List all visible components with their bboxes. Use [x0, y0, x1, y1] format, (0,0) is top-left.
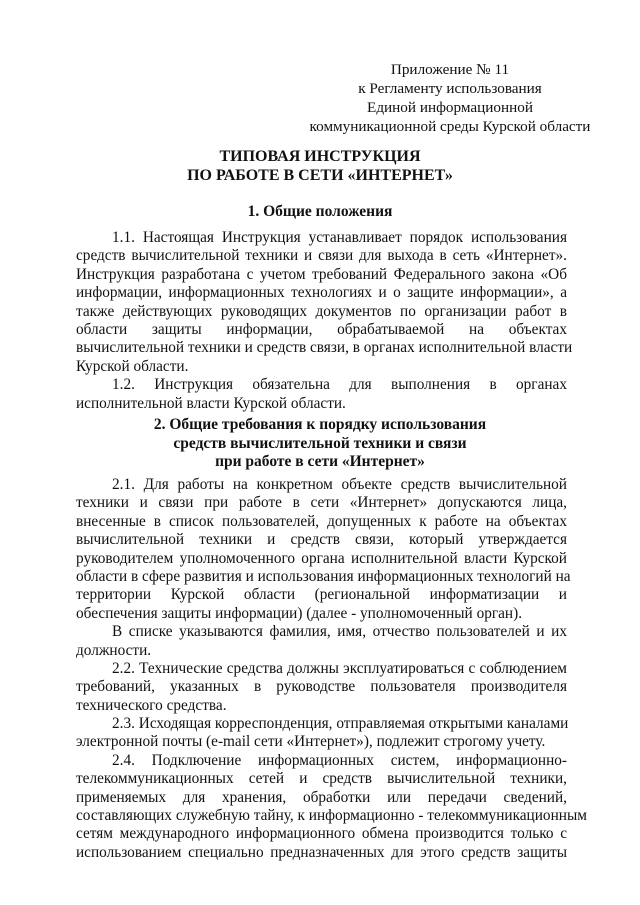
paragraph-line: внесенные в список пользователей, допущенных к работе на объектах — [76, 512, 567, 530]
paragraph-line: Инструкция разработана с учетом требований Федерального закона «Об — [76, 265, 567, 283]
paragraph-line: 1.1. Настоящая Инструкция устанавливает порядок использования — [112, 229, 567, 246]
title-line: ТИПОВАЯ ИНСТРУКЦИЯ — [219, 148, 421, 165]
paragraph-line: технического средства. — [76, 696, 227, 714]
paragraph-line: должности. — [76, 641, 152, 659]
appendix-line: Единой информационной — [367, 99, 533, 116]
paragraph-line: исполнительной власти Курской области. — [76, 394, 346, 412]
section-heading-line: средств вычислительной техники и связи — [173, 434, 467, 452]
paragraph-line: вычислительной техники и средств связи, который утверждается — [76, 531, 567, 549]
paragraph-line: вычислительной техники и средств связи, в органах исполнительной власти — [76, 339, 573, 357]
appendix-line: к Регламенту использования — [358, 80, 542, 97]
paragraph-line: В списке указываются фамилия, имя, отчество пользователей и их — [112, 623, 567, 641]
appendix-line: коммуникационной среды Курской области — [309, 118, 591, 135]
section-heading-line: 1. Общие положения — [247, 203, 393, 220]
section-1-body — [76, 229, 573, 413]
document-title — [0, 147, 640, 185]
paragraph-line: использованием специально предназначенных для этого средств защиты — [76, 843, 567, 861]
paragraph-line: Курской области. — [76, 357, 189, 375]
paragraph-line: применяемых для хранения, обработки или передачи сведений, — [76, 788, 567, 806]
paragraph-line: средств вычислительной техники и связи для выхода в сеть «Интернет». — [76, 247, 567, 265]
paragraph-line: 2.1. Для работы на конкретном объекте средств вычислительной — [112, 476, 567, 493]
section-heading-line: при работе в сети «Интернет» — [215, 453, 425, 470]
paragraph-line: 2.2. Технические средства должны эксплуатироваться с соблюдением — [112, 659, 567, 677]
paragraph-line: 1.2. Инструкция обязательна для выполнения в органах — [112, 376, 567, 394]
paragraph-line: области защиты информации, обрабатываемой на объектах — [76, 320, 567, 338]
paragraph-line: 2.3. Исходящая корреспонденция, отправляемая открытыми каналами — [112, 715, 569, 733]
section-2-heading — [0, 416, 640, 472]
paragraph-line: обеспечения защиты информации) (далее - уполномоченный орган). — [76, 604, 523, 622]
paragraph-line: техники и связи при работе в сети «Интернет» допускаются лица, — [76, 494, 567, 512]
paragraph-line: сетям международного информационного обмена производится только с — [76, 825, 567, 843]
paragraph-line: руководителем уполномоченного органа исполнительной власти Курской — [76, 549, 567, 567]
paragraph-line: 2.4. Подключение информационных систем, информационно- — [112, 751, 567, 769]
paragraph-line: информации, информационных технологиях и о защите информации», а — [76, 284, 567, 302]
paragraph-line: телекоммуникационных сетей и средств вычислительной техники, — [76, 770, 567, 788]
paragraph-line: также действующих руководящих документов по организации работ в — [76, 302, 567, 320]
paragraph-line: электронной почты (e-mail сети «Интернет»), подлежит строгому учету. — [76, 733, 546, 751]
section-2-body — [76, 476, 587, 862]
paragraph-line: требований, указанных в руководстве пользователя производителя — [76, 678, 567, 696]
title-line: ПО РАБОТЕ В СЕТИ «ИНТЕРНЕТ» — [187, 167, 453, 184]
section-1-heading — [0, 203, 640, 222]
paragraph-line: области в сфере развития и использования информационных технологий на — [76, 567, 571, 585]
appendix-number: Приложение № 11 — [390, 61, 510, 78]
appendix-header — [300, 60, 600, 136]
paragraph-line: территории Курской области (региональной информатизации и — [76, 586, 567, 604]
section-heading-line: 2. Общие требования к порядку использования — [153, 416, 487, 433]
paragraph-line: составляющих служебную тайну, к информационно - телекоммуникационным — [76, 807, 587, 825]
